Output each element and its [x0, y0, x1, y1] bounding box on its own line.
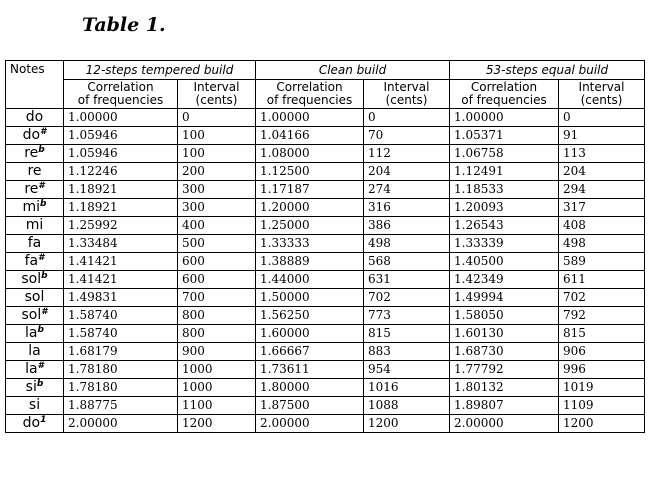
table-row: [6, 307, 645, 325]
header-notes: Notes: [6, 61, 64, 109]
interval-cell: 0: [178, 109, 256, 127]
correlation-cell: 1.18921: [64, 199, 178, 217]
correlation-cell: 1.78180: [64, 361, 178, 379]
note-name: sol: [21, 271, 42, 287]
note-accidental: b: [41, 271, 48, 281]
note-accidental: b: [36, 379, 44, 389]
frequency-table: [5, 60, 645, 433]
table-row: [6, 397, 645, 415]
correlation-cell: 1.42349: [450, 271, 559, 289]
note-name: si: [25, 379, 37, 395]
interval-cell: 498: [559, 235, 645, 253]
header-interval-line1: Interval: [578, 80, 625, 94]
correlation-cell: 1.04166: [256, 127, 364, 145]
table-body: [6, 109, 645, 433]
correlation-cell: 1.33339: [450, 235, 559, 253]
interval-cell: 815: [364, 325, 450, 343]
header-correlation: [64, 80, 178, 109]
note-name: re: [24, 145, 39, 161]
header-correlation: [256, 80, 364, 109]
correlation-cell: 1.05371: [450, 127, 559, 145]
interval-cell: 113: [559, 145, 645, 163]
correlation-cell: 1.49831: [64, 289, 178, 307]
note-name: la: [28, 343, 41, 359]
note-cell: [6, 379, 64, 397]
interval-cell: 408: [559, 217, 645, 235]
interval-cell: 0: [364, 109, 450, 127]
note-accidental: #: [37, 361, 44, 371]
correlation-cell: 1.73611: [256, 361, 364, 379]
note-cell: [6, 307, 64, 325]
interval-cell: 702: [364, 289, 450, 307]
correlation-cell: 2.00000: [64, 415, 178, 433]
header-group-clean: Clean build: [256, 61, 450, 80]
table-row: [6, 145, 645, 163]
note-accidental: #: [38, 181, 45, 191]
interval-cell: 702: [559, 289, 645, 307]
header-interval-line2: (cents): [580, 93, 623, 107]
correlation-cell: 2.00000: [256, 415, 364, 433]
note-cell: [6, 109, 64, 127]
note-cell: [6, 217, 64, 235]
header-interval-line1: Interval: [383, 80, 430, 94]
header-interval: [178, 80, 256, 109]
correlation-cell: 1.12491: [450, 163, 559, 181]
correlation-cell: 1.80000: [256, 379, 364, 397]
header-correlation-line2: of frequencies: [77, 93, 164, 107]
interval-cell: 70: [364, 127, 450, 145]
header-correlation-line1: Correlation: [87, 80, 154, 94]
interval-cell: 800: [178, 325, 256, 343]
correlation-cell: 1.06758: [450, 145, 559, 163]
interval-cell: 200: [178, 163, 256, 181]
interval-cell: 300: [178, 181, 256, 199]
note-name: si: [28, 397, 41, 413]
note-accidental: #: [40, 127, 47, 137]
note-accidental: b: [40, 199, 47, 209]
correlation-cell: 1.60130: [450, 325, 559, 343]
table-row: [6, 217, 645, 235]
correlation-cell: 1.88775: [64, 397, 178, 415]
correlation-cell: 1.66667: [256, 343, 364, 361]
correlation-cell: 1.33333: [256, 235, 364, 253]
header-correlation-line2: of frequencies: [266, 93, 353, 107]
interval-cell: 204: [364, 163, 450, 181]
interval-cell: 1200: [559, 415, 645, 433]
interval-cell: 700: [178, 289, 256, 307]
note-accidental: 1: [40, 415, 47, 425]
correlation-cell: 1.87500: [256, 397, 364, 415]
note-accidental: b: [37, 325, 44, 335]
interval-cell: 274: [364, 181, 450, 199]
correlation-cell: 1.41421: [64, 253, 178, 271]
note-name: la: [25, 361, 38, 377]
note-cell: [6, 199, 64, 217]
header-interval-line2: (cents): [195, 93, 238, 107]
interval-cell: 815: [559, 325, 645, 343]
correlation-cell: 1.58740: [64, 325, 178, 343]
note-cell: [6, 289, 64, 307]
header-correlation-line2: of frequencies: [461, 93, 547, 107]
interval-cell: 1000: [178, 361, 256, 379]
interval-cell: 954: [364, 361, 450, 379]
header-row-sub: [6, 80, 645, 109]
table-row: [6, 181, 645, 199]
interval-cell: 589: [559, 253, 645, 271]
interval-cell: 1000: [178, 379, 256, 397]
correlation-cell: 1.56250: [256, 307, 364, 325]
interval-cell: 1109: [559, 397, 645, 415]
interval-cell: 631: [364, 271, 450, 289]
interval-cell: 906: [559, 343, 645, 361]
note-cell: [6, 415, 64, 433]
table-row: [6, 127, 645, 145]
note-cell: [6, 235, 64, 253]
note-cell: [6, 271, 64, 289]
note-name: do: [25, 109, 44, 125]
header-row-groups: [6, 61, 645, 80]
note-name: re: [24, 181, 39, 197]
interval-cell: 100: [178, 145, 256, 163]
interval-cell: 1016: [364, 379, 450, 397]
header-interval-line1: Interval: [193, 80, 240, 94]
correlation-cell: 1.05946: [64, 127, 178, 145]
correlation-cell: 1.18533: [450, 181, 559, 199]
note-name: fa: [24, 253, 39, 269]
correlation-cell: 1.08000: [256, 145, 364, 163]
correlation-cell: 1.68179: [64, 343, 178, 361]
interval-cell: 600: [178, 271, 256, 289]
correlation-cell: 1.38889: [256, 253, 364, 271]
correlation-cell: 1.41421: [64, 271, 178, 289]
interval-cell: 900: [178, 343, 256, 361]
note-name: do: [22, 127, 41, 143]
note-cell: [6, 397, 64, 415]
correlation-cell: 1.58050: [450, 307, 559, 325]
correlation-cell: 1.58740: [64, 307, 178, 325]
header-correlation-line1: Correlation: [276, 80, 343, 94]
correlation-cell: 1.00000: [450, 109, 559, 127]
table-row: [6, 109, 645, 127]
interval-cell: 568: [364, 253, 450, 271]
interval-cell: 400: [178, 217, 256, 235]
correlation-cell: 1.20000: [256, 199, 364, 217]
correlation-cell: 1.05946: [64, 145, 178, 163]
interval-cell: 0: [559, 109, 645, 127]
correlation-cell: 1.68730: [450, 343, 559, 361]
interval-cell: 294: [559, 181, 645, 199]
interval-cell: 800: [178, 307, 256, 325]
note-cell: [6, 181, 64, 199]
note-cell: [6, 253, 64, 271]
interval-cell: 91: [559, 127, 645, 145]
interval-cell: 996: [559, 361, 645, 379]
interval-cell: 204: [559, 163, 645, 181]
header-interval: [364, 80, 450, 109]
table-row: [6, 415, 645, 433]
correlation-cell: 1.33484: [64, 235, 178, 253]
table-row: [6, 379, 645, 397]
note-cell: [6, 343, 64, 361]
table-caption: Table 1.: [82, 14, 166, 36]
correlation-cell: 1.20093: [450, 199, 559, 217]
correlation-cell: 1.26543: [450, 217, 559, 235]
correlation-cell: 1.25000: [256, 217, 364, 235]
interval-cell: 100: [178, 127, 256, 145]
note-cell: [6, 361, 64, 379]
note-name: mi: [25, 217, 44, 233]
correlation-cell: 1.12246: [64, 163, 178, 181]
correlation-cell: 1.44000: [256, 271, 364, 289]
header-interval-line2: (cents): [385, 93, 428, 107]
interval-cell: 316: [364, 199, 450, 217]
note-cell: [6, 325, 64, 343]
note-accidental: b: [38, 145, 45, 155]
note-name: fa: [27, 235, 42, 251]
table-row: [6, 235, 645, 253]
table-row: [6, 271, 645, 289]
correlation-cell: 1.40500: [450, 253, 559, 271]
interval-cell: 611: [559, 271, 645, 289]
correlation-cell: 1.00000: [64, 109, 178, 127]
interval-cell: 498: [364, 235, 450, 253]
header-correlation-line1: Correlation: [470, 80, 538, 94]
header-interval: [559, 80, 645, 109]
correlation-cell: 1.80132: [450, 379, 559, 397]
note-name: la: [25, 325, 38, 341]
correlation-cell: 1.49994: [450, 289, 559, 307]
correlation-cell: 1.78180: [64, 379, 178, 397]
header-correlation: [450, 80, 559, 109]
note-name: re: [27, 163, 42, 179]
note-cell: [6, 145, 64, 163]
interval-cell: 500: [178, 235, 256, 253]
interval-cell: 792: [559, 307, 645, 325]
note-name: do: [22, 415, 41, 431]
note-name: sol: [21, 307, 42, 323]
table-row: [6, 361, 645, 379]
correlation-cell: 1.12500: [256, 163, 364, 181]
correlation-cell: 1.18921: [64, 181, 178, 199]
interval-cell: 386: [364, 217, 450, 235]
correlation-cell: 1.77792: [450, 361, 559, 379]
table-row: [6, 253, 645, 271]
correlation-cell: 1.60000: [256, 325, 364, 343]
interval-cell: 883: [364, 343, 450, 361]
header-group-12-steps: 12-steps tempered build: [64, 61, 256, 80]
table-row: [6, 199, 645, 217]
table-row: [6, 343, 645, 361]
correlation-cell: 1.50000: [256, 289, 364, 307]
note-cell: [6, 163, 64, 181]
interval-cell: 1019: [559, 379, 645, 397]
interval-cell: 1100: [178, 397, 256, 415]
interval-cell: 1200: [364, 415, 450, 433]
note-cell: [6, 127, 64, 145]
correlation-cell: 1.25992: [64, 217, 178, 235]
interval-cell: 600: [178, 253, 256, 271]
interval-cell: 317: [559, 199, 645, 217]
note-accidental: #: [38, 253, 45, 263]
table-row: [6, 325, 645, 343]
interval-cell: 1200: [178, 415, 256, 433]
correlation-cell: 1.89807: [450, 397, 559, 415]
table-row: [6, 289, 645, 307]
header-group-53-steps: 53-steps equal build: [450, 61, 645, 80]
interval-cell: 300: [178, 199, 256, 217]
correlation-cell: 1.17187: [256, 181, 364, 199]
table-row: [6, 163, 645, 181]
note-name: mi: [22, 199, 41, 215]
interval-cell: 773: [364, 307, 450, 325]
note-name: sol: [24, 289, 45, 305]
correlation-cell: 2.00000: [450, 415, 559, 433]
interval-cell: 1088: [364, 397, 450, 415]
correlation-cell: 1.00000: [256, 109, 364, 127]
note-accidental: #: [41, 307, 48, 317]
interval-cell: 112: [364, 145, 450, 163]
